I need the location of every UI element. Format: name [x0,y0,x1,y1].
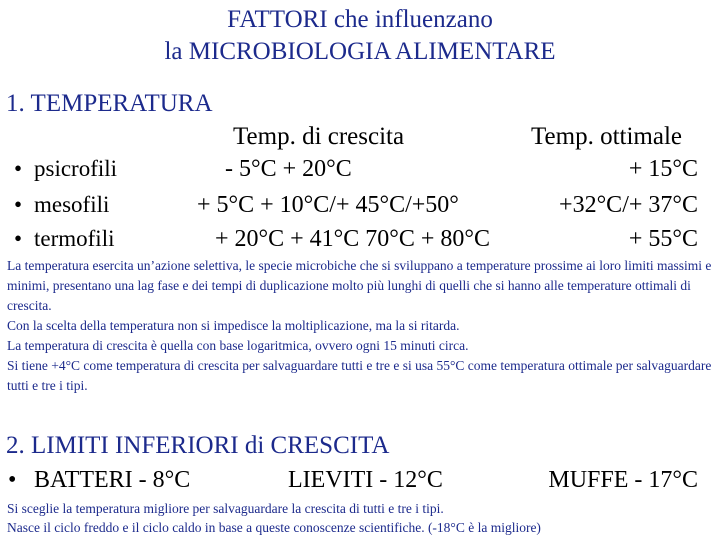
column-header-growth-temp: Temp. di crescita [233,123,405,150]
limit-lieviti: LIEVITI - 12°C [288,467,443,493]
limit-batteri: BATTERI - 8°C [34,467,191,493]
section-2-heading: 2. LIMITI INFERIORI di CRESCITA [6,432,390,459]
paragraph: Nasce il ciclo freddo e il ciclo caldo in base a queste conoscenze scientifiche. (-18°C è la migliore) [7,520,541,535]
title-line-1: FATTORI che influenzano [227,6,493,33]
table-row [0,151,720,187]
row-name: mesofili [34,192,110,217]
slide-title [0,4,720,68]
paragraph: La temperatura esercita un’azione selettiva, le specie microbiche che si sviluppano a temperature prossime ai loro limiti massimi e minimi, presentano una lag fase e dei tempi di duplicazione molto più lunghi di quelli che si hanno alle temperature ottimali di crescita. [7,258,712,313]
paragraph: La temperatura di crescita è quella con base logaritmica, ovvero ogni 15 minuti circa. [7,338,469,353]
bullet: • [14,192,23,217]
row-name: termofili [34,226,115,251]
bullet: • [8,467,17,493]
row-optimal-temp: +32°C/+ 37°C [559,192,698,218]
row-growth-temp: + 5°C + 10°C/+ 45°C/+50° [197,192,459,218]
paragraph: Si tiene +4°C come temperatura di crescita per salvaguardare tutti e tre e si usa 55°C come temperatura ottimale per salvaguardare tutti e tre i tipi. [7,358,712,393]
bullet: • [14,226,23,251]
row-optimal-temp: + 15°C [628,156,698,182]
column-header-optimal-temp: Temp. ottimale [531,123,682,150]
section-1-heading: 1. TEMPERATURA [6,90,213,117]
paragraph: Si sceglie la temperatura migliore per salvaguardare la crescita di tutti e tre i tipi. [7,501,444,516]
table-row [0,221,720,257]
row-optimal-temp: + 55°C [628,226,698,252]
table-row [0,187,720,223]
limits-explanation [7,499,713,537]
bullet: • [14,156,23,181]
row-growth-temp: - 5°C + 20°C [225,156,352,182]
row-growth-temp: + 20°C + 41°C 70°C + 80°C [215,226,491,252]
temperature-explanation [7,256,713,396]
title-line-2: la MICROBIOLOGIA ALIMENTARE [164,38,556,65]
lower-limits-row [0,463,720,497]
limit-muffe: MUFFE - 17°C [548,467,698,493]
row-name: psicrofili [34,156,118,181]
paragraph: Con la scelta della temperatura non si impedisce la moltiplicazione, ma la si ritarda. [7,318,460,333]
